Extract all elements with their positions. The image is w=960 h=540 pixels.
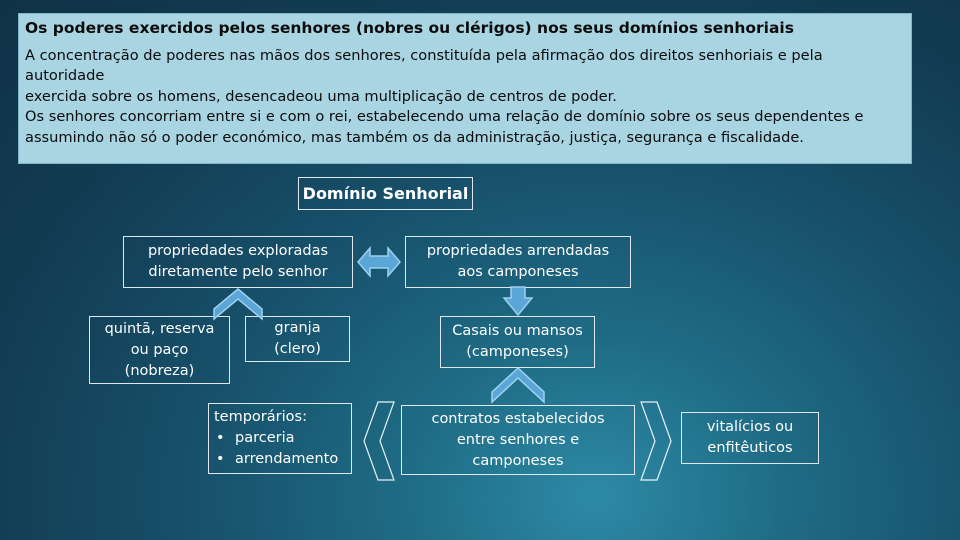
node-quinta-line-1: quintã, reserva [104,320,215,337]
node-explored-line-1: propriedades exploradas [147,243,329,259]
left-arrow-icon [362,400,396,482]
node-contracts-line-2: entre senhores e [456,431,580,448]
node-explored-line-2: diretamente pelo senhor [148,264,328,280]
node-lifelong-line-2: enfitêuticos [707,440,793,456]
intro-paragraph-1-line-1: A concentração de poderes nas mãos dos senhores, constituída pela afirmação dos direitos senhoriais e pela autoridade [25,46,823,85]
intro-paragraph-1-line-2: exercida sobre os homens, desencadeou uma multiplicação de centros de poder. [25,87,617,105]
split-chevron-icon-2 [490,366,546,404]
double-arrow-icon [356,240,402,284]
node-casais-line-2: (camponeses) [466,344,569,360]
intro-title: Os poderes exercidos pelos senhores (nobres ou clérigos) nos seus domínios senhoriais [25,19,794,37]
node-explored-properties [123,236,353,288]
root-node-dominio-senhorial: Domínio Senhorial [298,177,473,210]
node-quinta-line-2: ou paço [130,341,189,358]
node-temporary-contracts [208,403,352,474]
node-leased-properties [405,236,631,288]
node-contracts-line-3: camponeses [472,452,564,469]
node-quinta [89,316,230,384]
intro-panel [18,13,912,164]
intro-paragraph-1 [25,46,905,108]
node-contracts-line-1: contratos estabelecidos [431,410,605,427]
intro-paragraph-2 [25,107,905,148]
node-leased-line-2: aos camponeses [457,264,579,280]
intro-paragraph-2-line-1: Os senhores concorriam entre si e com o rei, estabelecendo uma relação de domínio sobre os seus dependentes e [25,108,864,126]
node-casais [440,316,595,368]
temporary-list [214,428,338,470]
intro-paragraph-2-line-2: assumindo não só o poder económico, mas também os da administração, justiça, segurança e fiscalidade. [25,128,804,146]
node-leased-line-1: propriedades arrendadas [426,243,610,259]
down-arrow-icon [503,286,533,316]
node-quinta-line-3: (nobreza) [124,362,195,379]
node-granja [245,316,350,362]
node-casais-line-1: Casais ou mansos [452,323,583,339]
node-granja-line-1: granja [274,320,321,336]
temporary-item-parceria: • parceria [235,428,338,449]
node-lifelong-line-1: vitalícios ou [706,419,794,435]
node-lifelong-contracts [681,412,819,464]
temporary-item-arrendamento: • arrendamento [235,449,338,470]
node-contracts [401,405,635,475]
right-arrow-icon [639,400,673,482]
node-granja-line-2: (clero) [274,341,321,357]
node-temporary-heading: temporários: [214,409,307,425]
split-chevron-icon [212,287,264,321]
